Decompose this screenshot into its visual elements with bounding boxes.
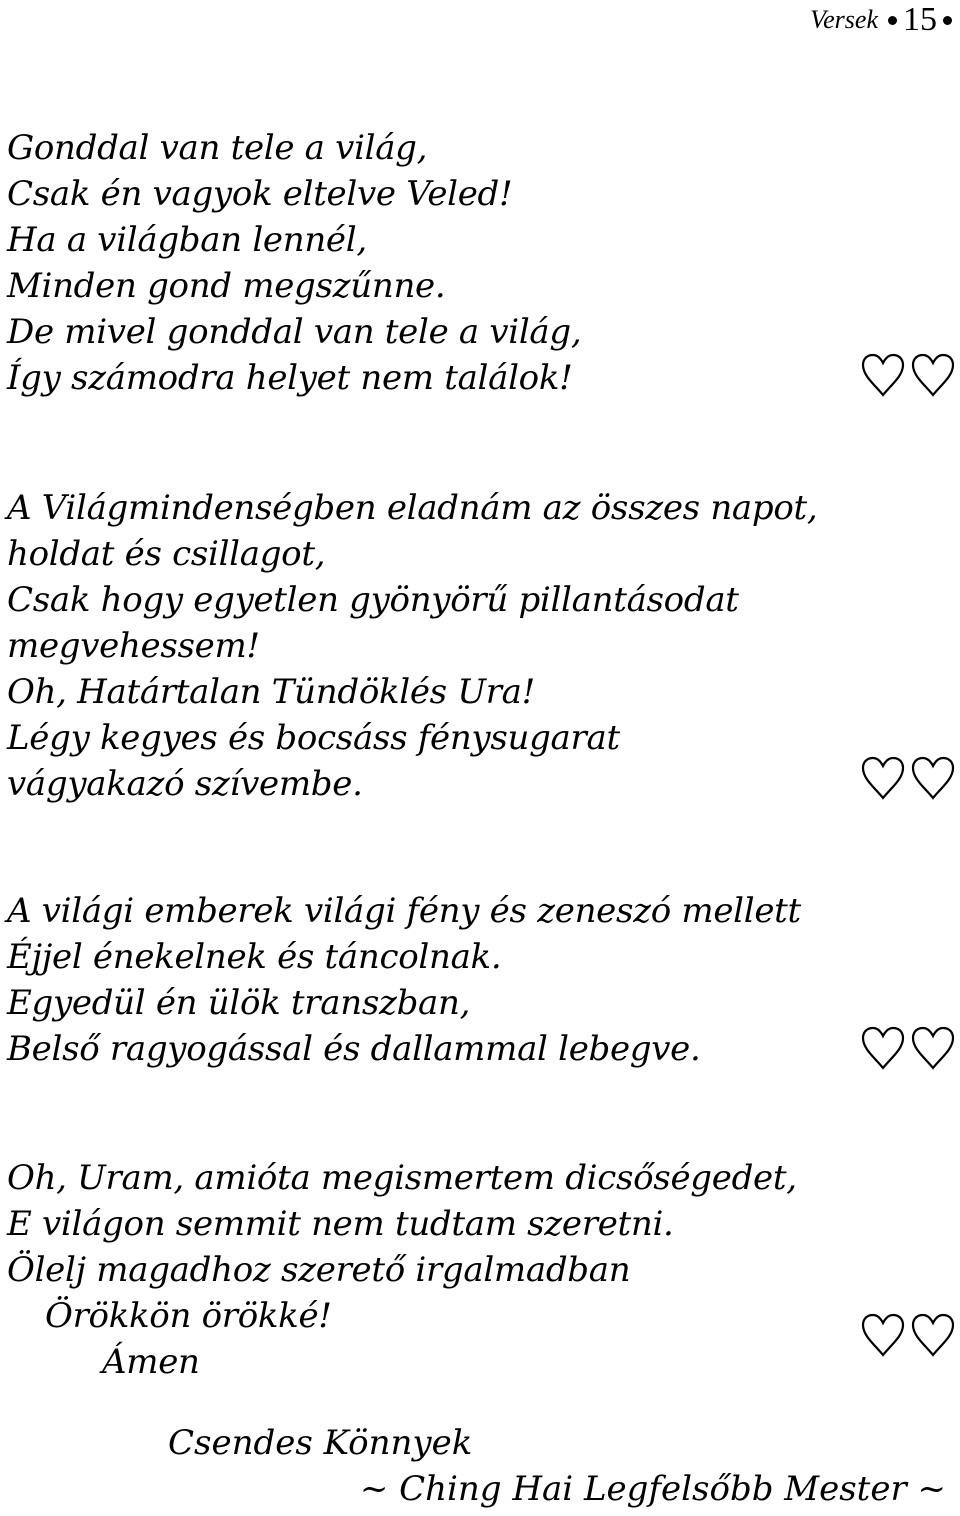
heart-outline-icon	[910, 755, 956, 801]
poem-line: A világi emberek világi fény és zeneszó mellett	[7, 891, 801, 931]
page-number: 15	[903, 1, 937, 38]
poem-author: ~ Ching Hai Legfelsőbb Mester ~	[359, 1469, 946, 1509]
running-title: Versek	[810, 5, 878, 34]
poem-line: Csak hogy egyetlen gyönyörű pillantásodat	[7, 580, 739, 620]
stanza-2	[7, 485, 817, 807]
heart-outline-icon	[860, 352, 906, 398]
poem-line: Ölelj magadhoz szerető irgalmadban	[7, 1250, 631, 1290]
heart-divider-1	[860, 352, 956, 398]
heart-outline-icon	[910, 352, 956, 398]
poem-line: Belső ragyogással és dallammal lebegve.	[7, 1029, 701, 1069]
poem-line: Egyedül én ülök transzban,	[7, 983, 471, 1023]
stanza-1	[7, 125, 581, 401]
page-header	[0, 0, 952, 40]
heart-outline-icon	[860, 1312, 906, 1358]
poem-line: Oh, Uram, amióta megismertem dicsőségedet,	[7, 1158, 797, 1198]
poem-line: Ámen	[102, 1342, 200, 1382]
page-number-block	[888, 1, 952, 39]
stanza-3	[7, 888, 801, 1072]
poem-line: Minden gond megszűnne.	[7, 266, 446, 306]
poem-line: E világon semmit nem tudtam szeretni.	[7, 1204, 674, 1244]
poem-line: Ha a világban lennél,	[7, 220, 367, 260]
poem-line: megvehessem!	[7, 626, 260, 666]
bullet-dot-icon	[943, 16, 952, 25]
heart-outline-icon	[910, 1025, 956, 1071]
stanza-4	[7, 1155, 797, 1385]
poem-line: Légy kegyes és bocsáss fénysugarat	[7, 718, 620, 758]
poem-line: A Világmindenségben eladnám az összes napot,	[7, 488, 818, 528]
heart-outline-icon	[910, 1312, 956, 1358]
poem-line: Csak én vagyok eltelve Veled!	[7, 174, 513, 214]
poem-line: Örökkön örökké!	[45, 1296, 332, 1336]
poem-line: Így számodra helyet nem találok!	[7, 358, 573, 398]
poem-line: Éjjel énekelnek és táncolnak.	[7, 937, 502, 977]
heart-divider-4	[860, 1312, 956, 1358]
poem-line: Oh, Határtalan Tündöklés Ura!	[7, 672, 535, 712]
bullet-dot-icon	[888, 16, 897, 25]
signature-block	[0, 1420, 960, 1509]
poem-line: De mivel gonddal van tele a világ,	[7, 312, 582, 352]
poem-title: Csendes Könnyek	[168, 1423, 473, 1463]
poem-line: holdat és csillagot,	[7, 534, 326, 574]
heart-outline-icon	[860, 755, 906, 801]
heart-divider-2	[860, 755, 956, 801]
heart-outline-icon	[860, 1025, 906, 1071]
heart-divider-3	[860, 1025, 956, 1071]
poem-line: Gonddal van tele a világ,	[7, 128, 428, 168]
poem-line: vágyakazó szívembe.	[7, 764, 363, 804]
